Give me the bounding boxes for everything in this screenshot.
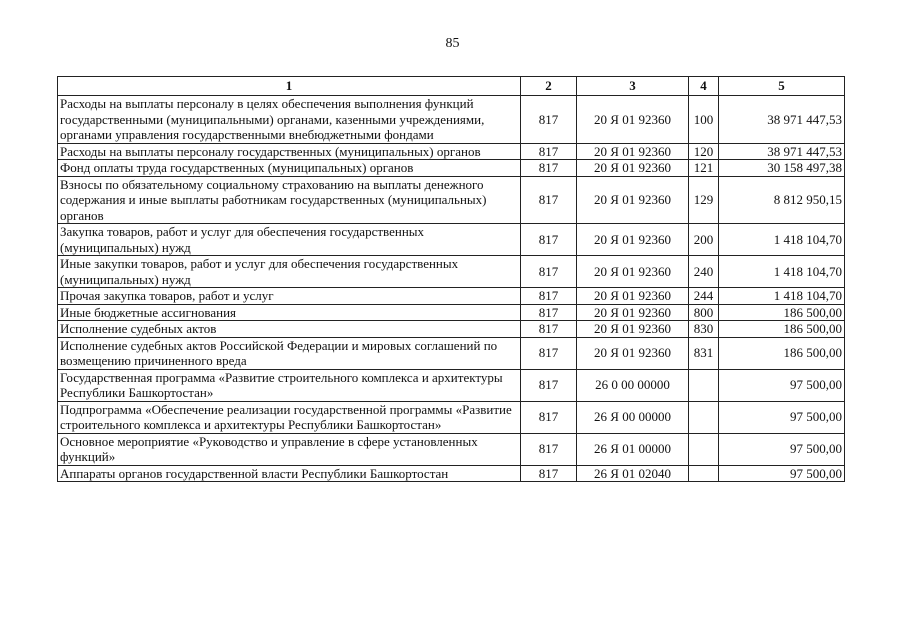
amount-cell: 1 418 104,70 <box>719 256 845 288</box>
expense-type-cell: 200 <box>689 224 719 256</box>
admin-code-cell: 817 <box>521 160 577 177</box>
expense-name-cell: Взносы по обязательному социальному страхованию на выплаты денежного содержания и иные выплаты работникам государственных (муниципальных) органов <box>58 176 521 224</box>
amount-cell: 186 500,00 <box>719 321 845 338</box>
expense-name-cell: Расходы на выплаты персоналу в целях обеспечения выполнения функций государственными (муниципальными) органами, казенными учреждениями, органами управления государственными внебюджетными фондами <box>58 96 521 144</box>
expense-name-cell: Исполнение судебных актов <box>58 321 521 338</box>
expense-type-cell: 121 <box>689 160 719 177</box>
table-row <box>58 143 845 160</box>
header-cell-5: 5 <box>719 77 845 96</box>
target-code-cell: 26 0 00 00000 <box>577 369 689 401</box>
expense-type-cell: 100 <box>689 96 719 144</box>
table-row <box>58 433 845 465</box>
expense-type-cell: 129 <box>689 176 719 224</box>
admin-code-cell: 817 <box>521 401 577 433</box>
table-row <box>58 401 845 433</box>
expense-name-cell: Закупка товаров, работ и услуг для обеспечения государственных (муниципальных) нужд <box>58 224 521 256</box>
table-row <box>58 321 845 338</box>
header-row <box>58 77 845 96</box>
amount-cell: 97 500,00 <box>719 401 845 433</box>
expense-name-cell: Расходы на выплаты персоналу государственных (муниципальных) органов <box>58 143 521 160</box>
budget-table <box>57 76 845 482</box>
target-code-cell: 26 Я 00 00000 <box>577 401 689 433</box>
expense-name-cell: Подпрограмма «Обеспечение реализации государственной программы «Развитие строительного комплекса и архитектуры Республики Башкортостан» <box>58 401 521 433</box>
amount-cell: 97 500,00 <box>719 433 845 465</box>
expense-name-cell: Исполнение судебных актов Российской Федерации и мировых соглашений по возмещению причиненного вреда <box>58 337 521 369</box>
header-cell-4: 4 <box>689 77 719 96</box>
admin-code-cell: 817 <box>521 321 577 338</box>
table-row <box>58 256 845 288</box>
expense-name-cell: Государственная программа «Развитие строительного комплекса и архитектуры Республики Башкортостан» <box>58 369 521 401</box>
target-code-cell: 20 Я 01 92360 <box>577 143 689 160</box>
amount-cell: 186 500,00 <box>719 337 845 369</box>
expense-type-cell <box>689 465 719 482</box>
admin-code-cell: 817 <box>521 337 577 369</box>
target-code-cell: 20 Я 01 92360 <box>577 321 689 338</box>
header-cell-3: 3 <box>577 77 689 96</box>
target-code-cell: 20 Я 01 92360 <box>577 304 689 321</box>
amount-cell: 186 500,00 <box>719 304 845 321</box>
header-cell-2: 2 <box>521 77 577 96</box>
amount-cell: 97 500,00 <box>719 369 845 401</box>
target-code-cell: 20 Я 01 92360 <box>577 256 689 288</box>
expense-type-cell: 120 <box>689 143 719 160</box>
table-row <box>58 224 845 256</box>
expense-type-cell: 831 <box>689 337 719 369</box>
table-row <box>58 465 845 482</box>
expense-name-cell: Прочая закупка товаров, работ и услуг <box>58 288 521 305</box>
expense-name-cell: Иные закупки товаров, работ и услуг для обеспечения государственных (муниципальных) нужд <box>58 256 521 288</box>
header-cell-1: 1 <box>58 77 521 96</box>
admin-code-cell: 817 <box>521 224 577 256</box>
expense-name-cell: Фонд оплаты труда государственных (муниципальных) органов <box>58 160 521 177</box>
expense-type-cell <box>689 401 719 433</box>
amount-cell: 8 812 950,15 <box>719 176 845 224</box>
target-code-cell: 20 Я 01 92360 <box>577 160 689 177</box>
admin-code-cell: 817 <box>521 96 577 144</box>
table-row <box>58 96 845 144</box>
amount-cell: 97 500,00 <box>719 465 845 482</box>
page-number: 85 <box>445 36 460 51</box>
expense-type-cell: 800 <box>689 304 719 321</box>
admin-code-cell: 817 <box>521 256 577 288</box>
table-row <box>58 304 845 321</box>
expense-type-cell <box>689 433 719 465</box>
table-row <box>58 160 845 177</box>
expense-type-cell: 240 <box>689 256 719 288</box>
amount-cell: 1 418 104,70 <box>719 288 845 305</box>
table-body <box>58 96 845 482</box>
target-code-cell: 26 Я 01 02040 <box>577 465 689 482</box>
target-code-cell: 20 Я 01 92360 <box>577 96 689 144</box>
amount-cell: 1 418 104,70 <box>719 224 845 256</box>
admin-code-cell: 817 <box>521 143 577 160</box>
table-row <box>58 369 845 401</box>
expense-type-cell <box>689 369 719 401</box>
amount-cell: 38 971 447,53 <box>719 143 845 160</box>
table-row <box>58 176 845 224</box>
admin-code-cell: 817 <box>521 288 577 305</box>
expense-type-cell: 830 <box>689 321 719 338</box>
target-code-cell: 20 Я 01 92360 <box>577 224 689 256</box>
amount-cell: 38 971 447,53 <box>719 96 845 144</box>
table-row <box>58 288 845 305</box>
admin-code-cell: 817 <box>521 465 577 482</box>
target-code-cell: 20 Я 01 92360 <box>577 288 689 305</box>
table-row <box>58 337 845 369</box>
expense-name-cell: Иные бюджетные ассигнования <box>58 304 521 321</box>
expense-name-cell: Аппараты органов государственной власти Республики Башкортостан <box>58 465 521 482</box>
admin-code-cell: 817 <box>521 304 577 321</box>
amount-cell: 30 158 497,38 <box>719 160 845 177</box>
admin-code-cell: 817 <box>521 433 577 465</box>
expense-name-cell: Основное мероприятие «Руководство и управление в сфере установленных функций» <box>58 433 521 465</box>
admin-code-cell: 817 <box>521 369 577 401</box>
target-code-cell: 20 Я 01 92360 <box>577 337 689 369</box>
expense-type-cell: 244 <box>689 288 719 305</box>
admin-code-cell: 817 <box>521 176 577 224</box>
target-code-cell: 26 Я 01 00000 <box>577 433 689 465</box>
target-code-cell: 20 Я 01 92360 <box>577 176 689 224</box>
